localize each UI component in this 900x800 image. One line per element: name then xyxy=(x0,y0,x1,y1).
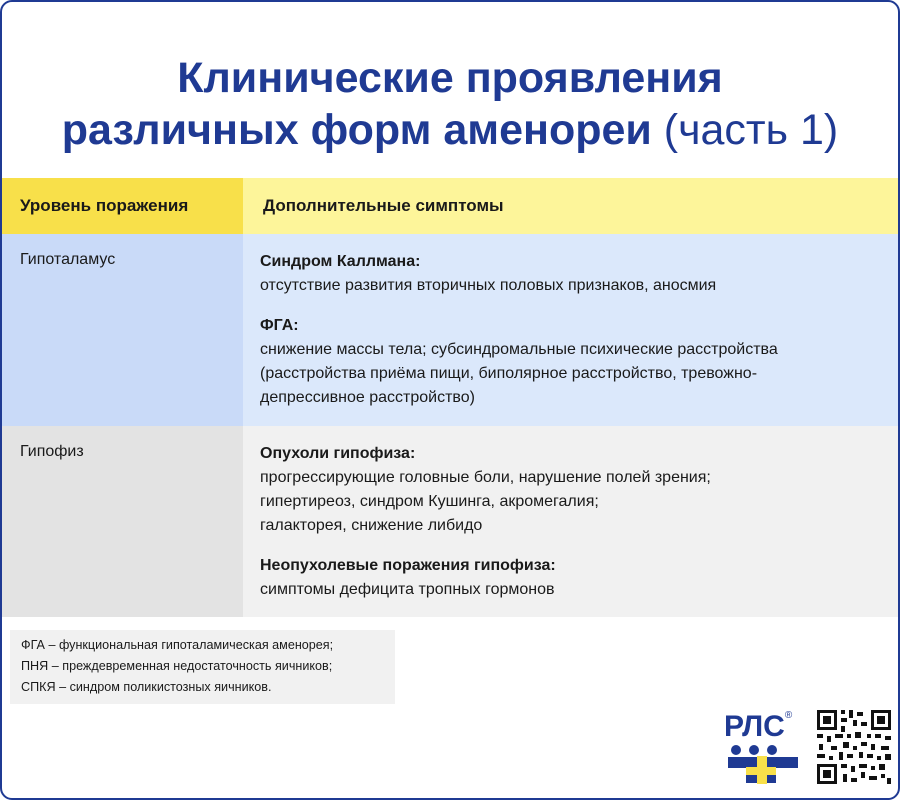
header-level: Уровень поражения xyxy=(2,178,243,234)
table-row-hypothalamus xyxy=(2,234,898,426)
symptom-block xyxy=(260,250,878,298)
title-line-2 xyxy=(2,104,898,156)
symptom-line: прогрессирующие головные боли, нарушение полей зрения; xyxy=(260,469,711,486)
footnote-line: СПКЯ – синдром поликистозных яичников. xyxy=(21,680,272,694)
title-line-2-bold: различных форм аменореи xyxy=(61,106,652,154)
logo-text: РЛС® xyxy=(724,710,793,743)
footnote-line: ФГА – функциональная гипоталамическая аменорея; xyxy=(21,638,334,652)
row-level: Гипофиз xyxy=(2,426,243,617)
symptoms-table xyxy=(2,178,898,617)
row-symptoms xyxy=(243,426,898,617)
page-title xyxy=(2,52,898,156)
rls-logo xyxy=(724,710,804,786)
table-row-pituitary xyxy=(2,426,898,617)
symptom-line: отсутствие развития вторичных половых признаков, аносмия xyxy=(260,277,717,294)
symptom-heading: Синдром Каллмана: xyxy=(260,253,421,270)
symptom-line: (расстройства приёма пищи, биполярное расстройство, тревожно- xyxy=(260,365,758,382)
header-symptoms: Дополнительные симптомы xyxy=(243,178,898,234)
symptom-block xyxy=(260,442,878,538)
symptom-heading: ФГА: xyxy=(260,317,299,334)
row-level: Гипоталамус xyxy=(2,234,243,426)
footnote-line: ПНЯ – преждевременная недостаточность яичников; xyxy=(21,659,333,673)
symptom-line: галакторея, снижение либидо xyxy=(260,517,483,534)
title-line-2-light: (часть 1) xyxy=(651,106,839,154)
title-line-1: Клинические проявления xyxy=(177,54,723,102)
logo-people-cross-icon xyxy=(724,744,804,786)
symptom-block xyxy=(260,314,878,410)
symptom-heading: Неопухолевые поражения гипофиза: xyxy=(260,557,556,574)
qr-code-icon xyxy=(815,708,893,786)
footnote-box xyxy=(10,630,395,704)
symptom-heading: Опухоли гипофиза: xyxy=(260,445,416,462)
symptom-block xyxy=(260,554,878,602)
row-symptoms xyxy=(243,234,898,426)
symptom-line: симптомы дефицита тропных гормонов xyxy=(260,581,555,598)
table-header xyxy=(2,178,898,234)
symptom-line: снижение массы тела; субсиндромальные психические расстройства xyxy=(260,341,778,358)
symptom-line: гипертиреоз, синдром Кушинга, акромегалия; xyxy=(260,493,599,510)
symptom-line: депрессивное расстройство) xyxy=(260,389,475,406)
